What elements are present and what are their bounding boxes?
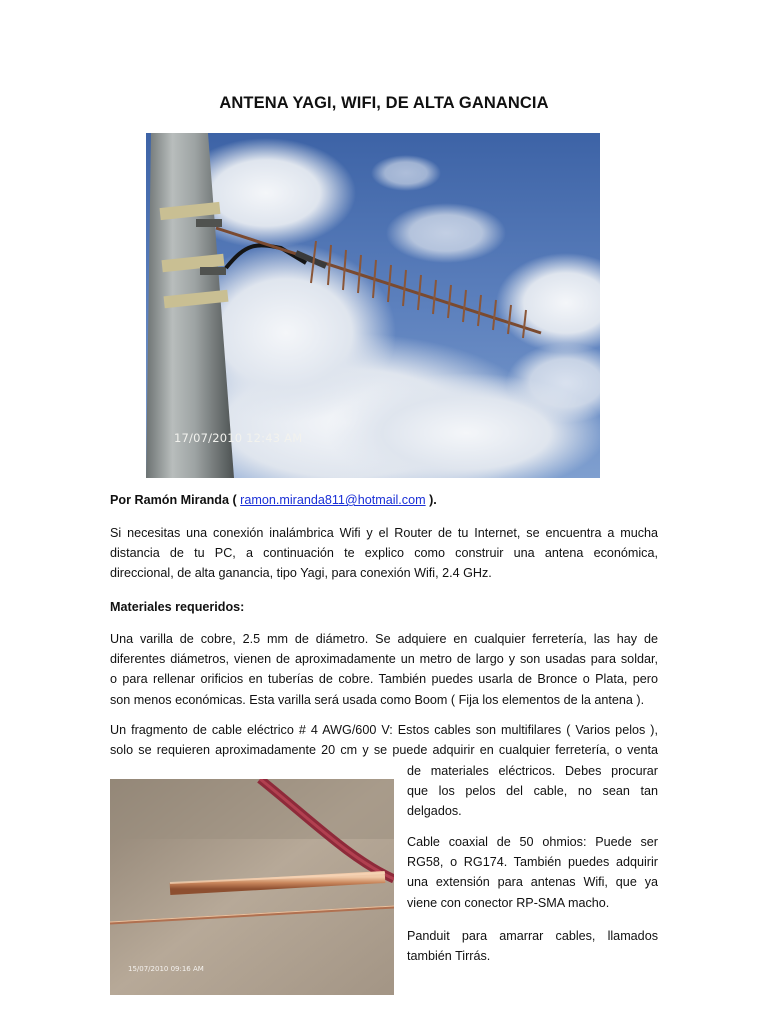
materials-heading: Materiales requeridos:: [110, 600, 245, 614]
cable-paragraph-continued: [407, 761, 658, 822]
author-email-link[interactable]: ramon.miranda811@hotmail.com: [240, 493, 426, 507]
text-line: son menos económicas. Esta varilla será usada como Boom ( Fija los elementos de la antena ).: [110, 692, 645, 707]
document-title: ANTENA YAGI, WIFI, DE ALTA GANANCIA: [219, 94, 549, 112]
text-line: una extensión para antenas Wifi, que ya: [407, 875, 658, 890]
photo-timestamp: 15/07/2010 09:16 AM: [128, 965, 204, 973]
text-line: viene con conector RP-SMA macho.: [407, 895, 610, 910]
antenna-photo-image: [146, 133, 600, 478]
author-prefix: Por Ramón Miranda (: [110, 493, 237, 507]
text-line: Si necesitas una conexión inalámbrica Wifi y el Router de tu Internet, se encuentra a mucha: [110, 526, 658, 540]
text-line: Cable coaxial de 50 ohmios: Puede ser: [407, 835, 658, 849]
rod-paragraph: [110, 629, 658, 710]
text-line: Panduit para amarrar cables, llamados: [407, 929, 658, 943]
antenna-photo: [146, 133, 600, 478]
text-line: solo se requieren aproximadamente 20 cm y se puede adquirir en cualquier ferretería, o venta: [110, 743, 658, 758]
copper-wire-photo: [110, 779, 394, 995]
text-line: o para rellenar orificios en tuberías de cobre. También puedes usarla de Bronce o Plata, pero: [110, 672, 658, 687]
text-line: distancia de tu PC, a continuación te explico como construir una antena económica,: [110, 546, 658, 561]
intro-paragraph: [110, 523, 658, 584]
photo-timestamp: 17/07/2010 12:43 AM: [174, 431, 303, 445]
author-line: [110, 490, 658, 510]
author-suffix: ).: [429, 493, 437, 507]
text-line: de materiales eléctricos. Debes procurar: [407, 764, 658, 778]
coax-paragraph: [407, 832, 658, 913]
text-line: RG58, o RG174. También puedes adquirir: [407, 855, 658, 870]
text-line: diferentes diámetros, vienen de aproximadamente un metro de largo y son usadas para soldar,: [110, 652, 658, 667]
text-line: direccional, de alta ganancia, tipo Yagi, para conexión Wifi, 2.4 GHz.: [110, 566, 492, 581]
text-line: que los pelos del cable, no sean tan: [407, 784, 658, 799]
panduit-paragraph: [407, 926, 658, 966]
text-line: delgados.: [407, 804, 462, 819]
text-line: Un fragmento de cable eléctrico # 4 AWG/600 V: Estos cables son multifilares ( Varios pelos ),: [110, 723, 658, 737]
copper-wire-photo-image: [110, 779, 394, 995]
text-line: Una varilla de cobre, 2.5 mm de diámetro. Se adquiere en cualquier ferretería, las hay de: [110, 632, 658, 646]
text-line: también Tirrás.: [407, 949, 491, 964]
cable-paragraph: [110, 720, 658, 760]
